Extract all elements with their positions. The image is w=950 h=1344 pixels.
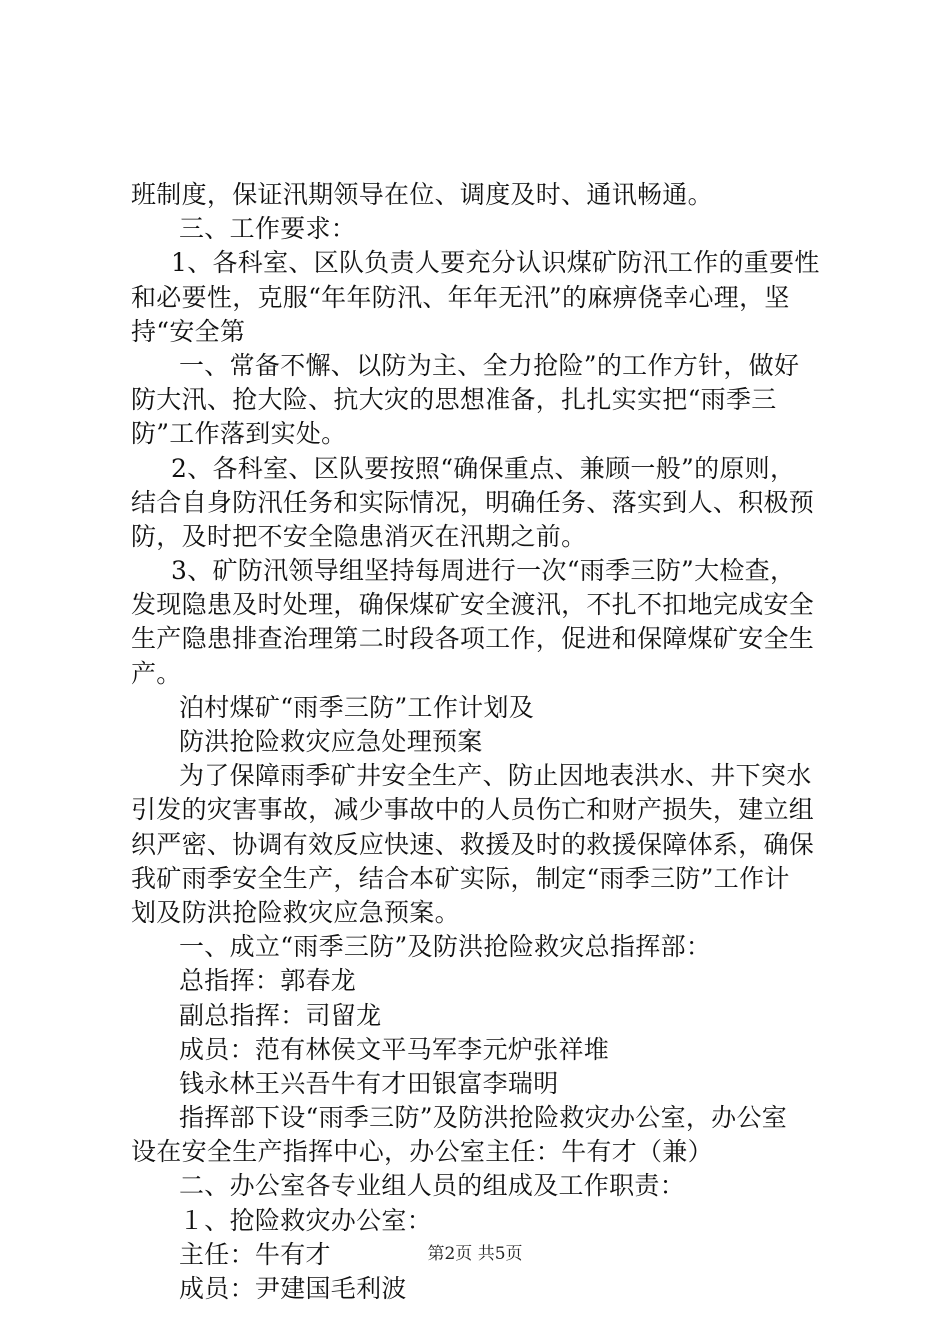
text-line: 结合自身防汛任务和实际情况，明确任务、落实到人、积极预 [131,487,815,517]
text-line: 成员：尹建国毛利波 [179,1274,407,1303]
section-heading: 二、办公室各专业组人员的组成及工作职责： [179,1171,686,1201]
text-line: 防，及时把不安全隐患消灭在汛期之前。 [131,521,587,551]
text-line: 为了保障雨季矿井安全生产、防止因地表洪水、井下突水 [179,761,812,791]
text-line: 防”工作落到实处。 [131,419,347,449]
text-line: 划及防洪抢险救灾应急预案。 [131,897,460,927]
document-body [131,178,831,1306]
text-line: 2、各科室、区队要按照“确保重点、兼顾一般”的原则， [171,453,796,483]
text-line: 班制度，保证汛期领导在位、调度及时、通讯畅通。 [131,180,713,209]
text-line: １、抢险救灾办公室： [179,1205,433,1235]
section-heading: 一、成立“雨季三防”及防洪抢险救灾总指挥部： [179,932,712,962]
text-line: 3、矿防汛领导组坚持每周进行一次“雨季三防”大检查， [171,556,796,586]
document-title-line: 防洪抢险救灾应急处理预案 [179,727,483,756]
text-line: 设在安全生产指挥中心，办公室主任：牛有才（兼） [131,1137,713,1167]
text-line: 产。 [131,658,182,688]
document-title-line: 泊村煤矿“雨季三防”工作计划及 [179,692,535,722]
text-line: 防大汛、抢大险、抗大灾的思想准备，扎扎实实把“雨季三 [131,385,777,415]
text-line: 引发的灾害事故，减少事故中的人员伤亡和财产损失，建立组 [131,795,815,825]
page-number-footer: 第2页 共5页 [427,1244,523,1264]
text-line: 成员：范有林侯文平马军李元炉张祥堆 [179,1034,610,1064]
text-line: 发现隐患及时处理，确保煤矿安全渡汛，不扎不扣地完成安全 [131,590,815,620]
text-line: 主任：牛有才 [179,1239,331,1269]
text-line: 指挥部下设“雨季三防”及防洪抢险救灾办公室，办公室 [179,1103,788,1133]
text-line: 总指挥：郭春龙 [179,966,357,996]
section-heading: 三、工作要求： [179,214,357,244]
text-line: 钱永林王兴吾牛有才田银富李瑞明 [179,1068,559,1098]
text-line: 和必要性，克服“年年防汛、年年无汛”的麻痹侥幸心理，坚 [131,282,790,312]
text-line: 一、常备不懈、以防为主、全力抢险”的工作方针，做好 [179,350,800,380]
text-line: 1、各科室、区队负责人要充分认识煤矿防汛工作的重要性 [171,248,820,278]
text-line: 副总指挥：司留龙 [179,1000,382,1030]
text-line: 持“安全第 [131,316,246,346]
text-line: 织严密、协调有效反应快速、救援及时的救援保障体系，确保 [131,829,815,859]
text-line: 生产隐患排查治理第二时段各项工作，促进和保障煤矿安全生 [131,624,815,654]
text-line: 我矿雨季安全生产，结合本矿实际，制定“雨季三防”工作计 [131,863,790,893]
